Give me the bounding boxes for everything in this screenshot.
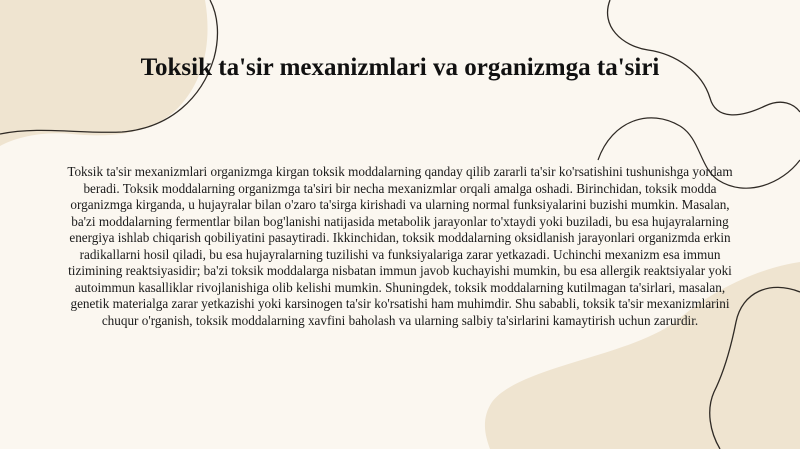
slide-title: Toksik ta'sir mexanizmlari va organizmga ta'siri <box>140 54 660 81</box>
slide-body-text: Toksik ta'sir mexanizmlari organizmga kirgan toksik moddalarning qanday qilib zararli ta'sir ko'rsatishini tushunishga yordam beradi. Toksik moddalarning organizmga ta'siri bir necha mexanizmlar orqali amalga oshadi. Birinchidan, toksik modda organizmga kirganda, u hujayralar bilan o'zaro ta'sirga kirishadi va ularning normal funksiyalarini buzishi mumkin. Masalan, ba'zi moddalarning fermentlar bilan bog'lanishi natijasida metabolik jarayonlar to'xtaydi yoki buziladi, bu esa hujayralarning energiya ishlab chiqarish qobiliyatini pasaytiradi. Ikkinchidan, toksik moddalarning oksidlanish jarayonlari organizmda erkin radikallarni hosil qiladi, bu esa hujayralarning tuzilishi va funksiyalariga zarar yetkazadi. Uchinchi mexanizm esa immun tizimining reaktsiyasidir; ba'zi toksik moddalarga nisbatan immun javob kuchayishi mumkin, bu esa allergik reaktsiyalar yoki autoimmun kasalliklar rivojlanishiga olib kelishi mumkin. Shuningdek, toksik moddalarning kutilmagan ta'sirlari, masalan, genetik materialga zarar yetkazishi yoki karsinogen ta'sir ko'rsatishi ham muhimdir. Shu sababli, toksik ta'sir mexanizmlarini chuqur o'rganish, toksik moddalarning xavfini baholash va ularning salbiy ta'sirlarini kamaytirish uchun zarurdir. <box>67 164 733 328</box>
